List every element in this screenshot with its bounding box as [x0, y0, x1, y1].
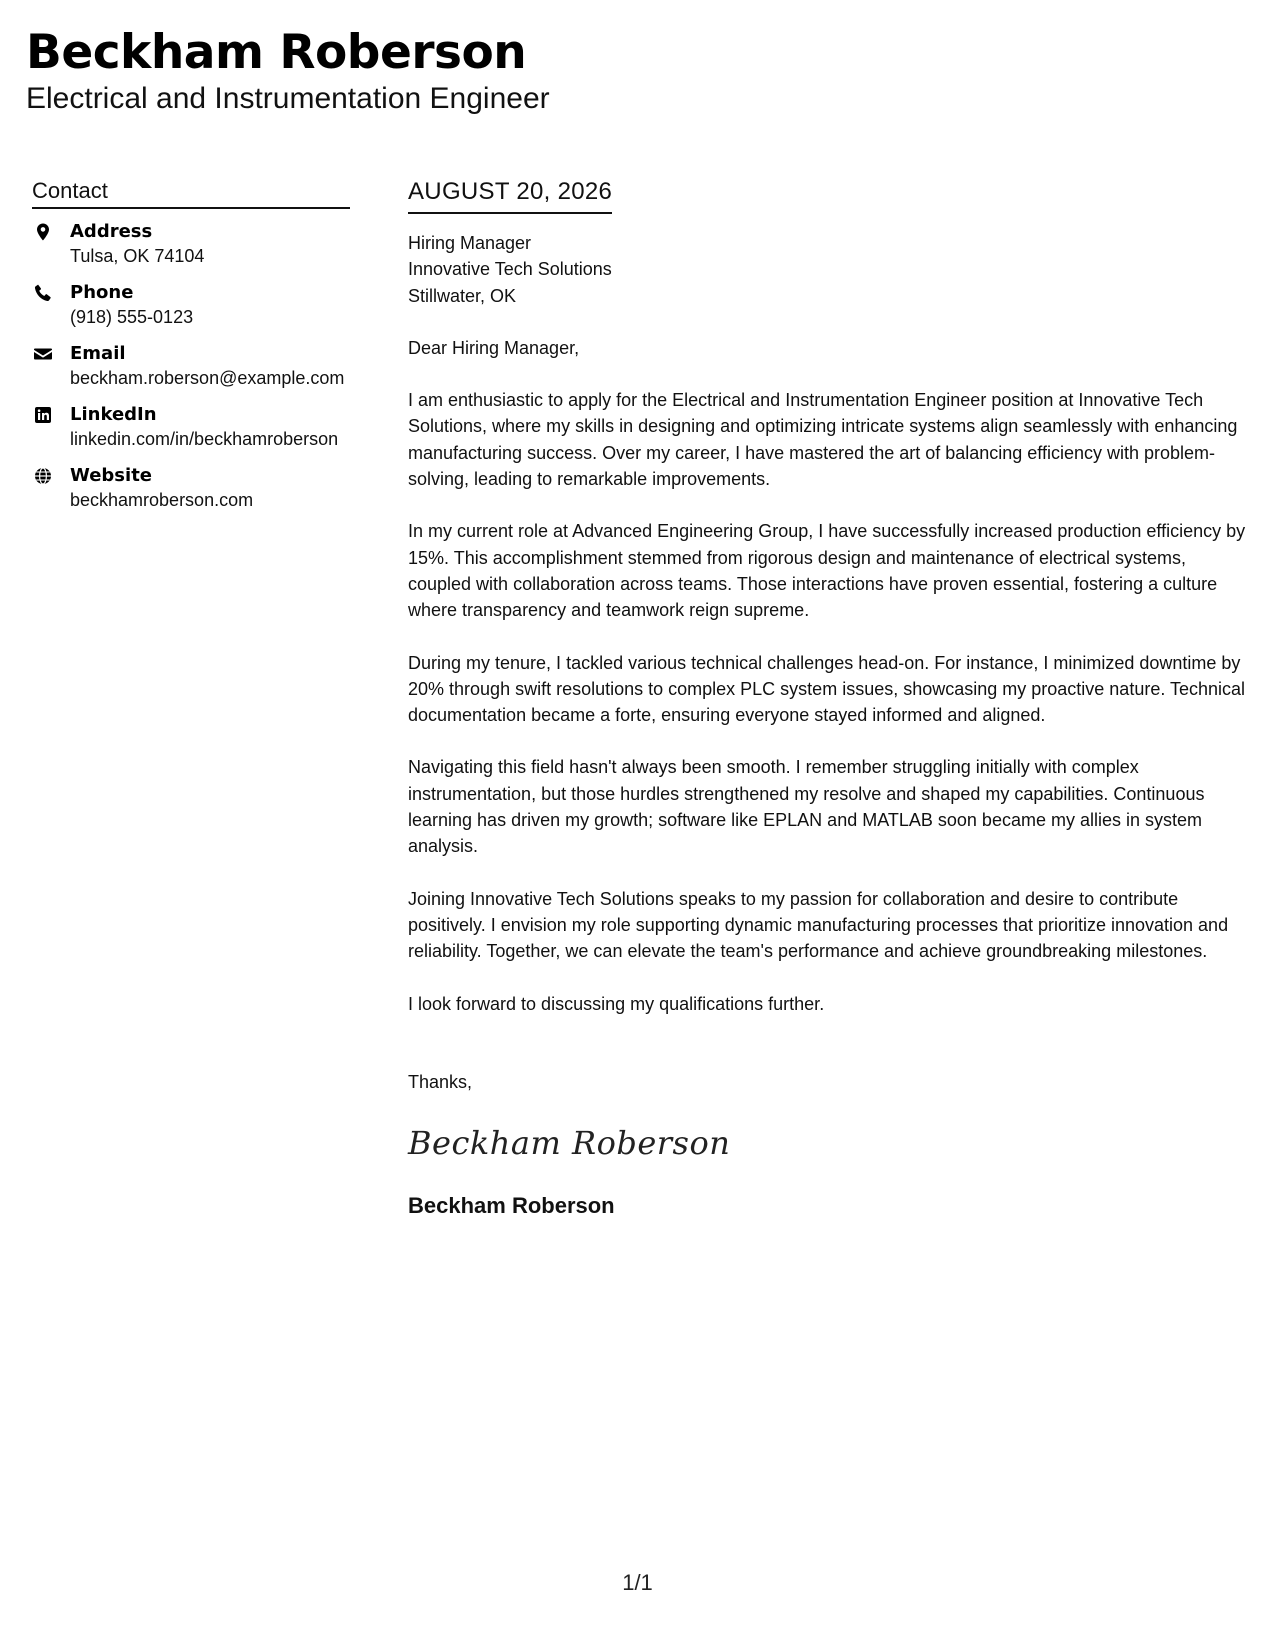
contact-label: Website: [70, 465, 153, 486]
contact-item-website: [32, 463, 350, 513]
contact-sidebar: [32, 176, 350, 524]
phone-icon: [33, 283, 53, 303]
body-paragraph: I look forward to discussing my qualifications further.: [408, 993, 825, 1014]
contact-item-phone: [32, 280, 350, 330]
envelope-icon: [33, 344, 53, 364]
recipient-location: Stillwater, OK: [408, 285, 517, 306]
contact-value-phone: (918) 555-0123: [70, 307, 194, 327]
letter-date: AUGUST 20, 2026: [408, 176, 612, 214]
header: [26, 24, 550, 117]
body-paragraph: In my current role at Advanced Engineering Group, I have successfully increased production efficiency by 15%. This accomplishment stemmed from rigorous design and maintenance of electrical systems, coupled with collaboration across teams. Those interactions have proven essential, fostering a culture where transparency and teamwork reign supreme.: [408, 521, 1246, 621]
contact-value-linkedin[interactable]: linkedin.com/in/beckhamroberson: [70, 429, 339, 449]
contact-item-email: [32, 341, 350, 391]
recipient-block: [408, 230, 1254, 309]
linkedin-icon: [33, 405, 53, 425]
contact-value-website[interactable]: beckhamroberson.com: [70, 490, 254, 510]
signed-name: Beckham Roberson: [408, 1193, 615, 1219]
recipient-title: Hiring Manager: [408, 233, 532, 253]
contact-item-address: [32, 219, 350, 269]
contact-value-email[interactable]: beckham.roberson@example.com: [70, 368, 345, 388]
globe-icon: [33, 466, 53, 486]
recipient-company: Innovative Tech Solutions: [408, 259, 612, 280]
page-number: 1/1: [622, 1570, 653, 1595]
body-paragraph: Navigating this field hasn't always been smooth. I remember struggling initially with complex instrumentation, but those hurdles strengthened my resolve and shaped my capabilities. Continuous learning has driven my growth; software like EPLAN and MATLAB soon became my allies in system analysis.: [408, 757, 1205, 857]
closing: Thanks,: [408, 1071, 473, 1092]
contact-value-address: Tulsa, OK 74104: [70, 246, 205, 266]
map-pin-icon: [33, 222, 53, 242]
body-paragraph: I am enthusiastic to apply for the Electrical and Instrumentation Engineer position at Innovative Tech Solutions, where my skills in designing and optimizing intricate systems align seamlessly with enhancing manufacturing success. Over my career, I have mastered the art of balancing efficiency with problem-solving, leading to remarkable improvements.: [408, 390, 1238, 490]
candidate-name: Beckham Roberson: [26, 25, 527, 80]
body-paragraph: Joining Innovative Tech Solutions speaks to my passion for collaboration and desire to contribute positively. I envision my role supporting dynamic manufacturing processes that prioritize innovation and reliability. Together, we can elevate the team's performance and achieve groundbreaking milestones.: [408, 888, 1229, 962]
handwritten-signature: Beckham Roberson: [408, 1124, 731, 1163]
candidate-role: Electrical and Instrumentation Engineer: [26, 82, 550, 115]
contact-heading: Contact: [32, 176, 350, 209]
contact-label: Email: [70, 343, 126, 364]
cover-letter: [408, 176, 1254, 1221]
contact-label: Address: [70, 221, 153, 242]
contact-label: Phone: [70, 282, 134, 303]
contact-label: LinkedIn: [70, 404, 157, 425]
body-paragraph: During my tenure, I tackled various technical challenges head-on. For instance, I minimized downtime by 20% through swift resolutions to complex PLC system issues, showcasing my proactive nature. Technical documentation became a forte, ensuring everyone stayed informed and aligned.: [408, 652, 1246, 726]
contact-item-linkedin: [32, 402, 350, 452]
salutation: Dear Hiring Manager,: [408, 337, 580, 358]
